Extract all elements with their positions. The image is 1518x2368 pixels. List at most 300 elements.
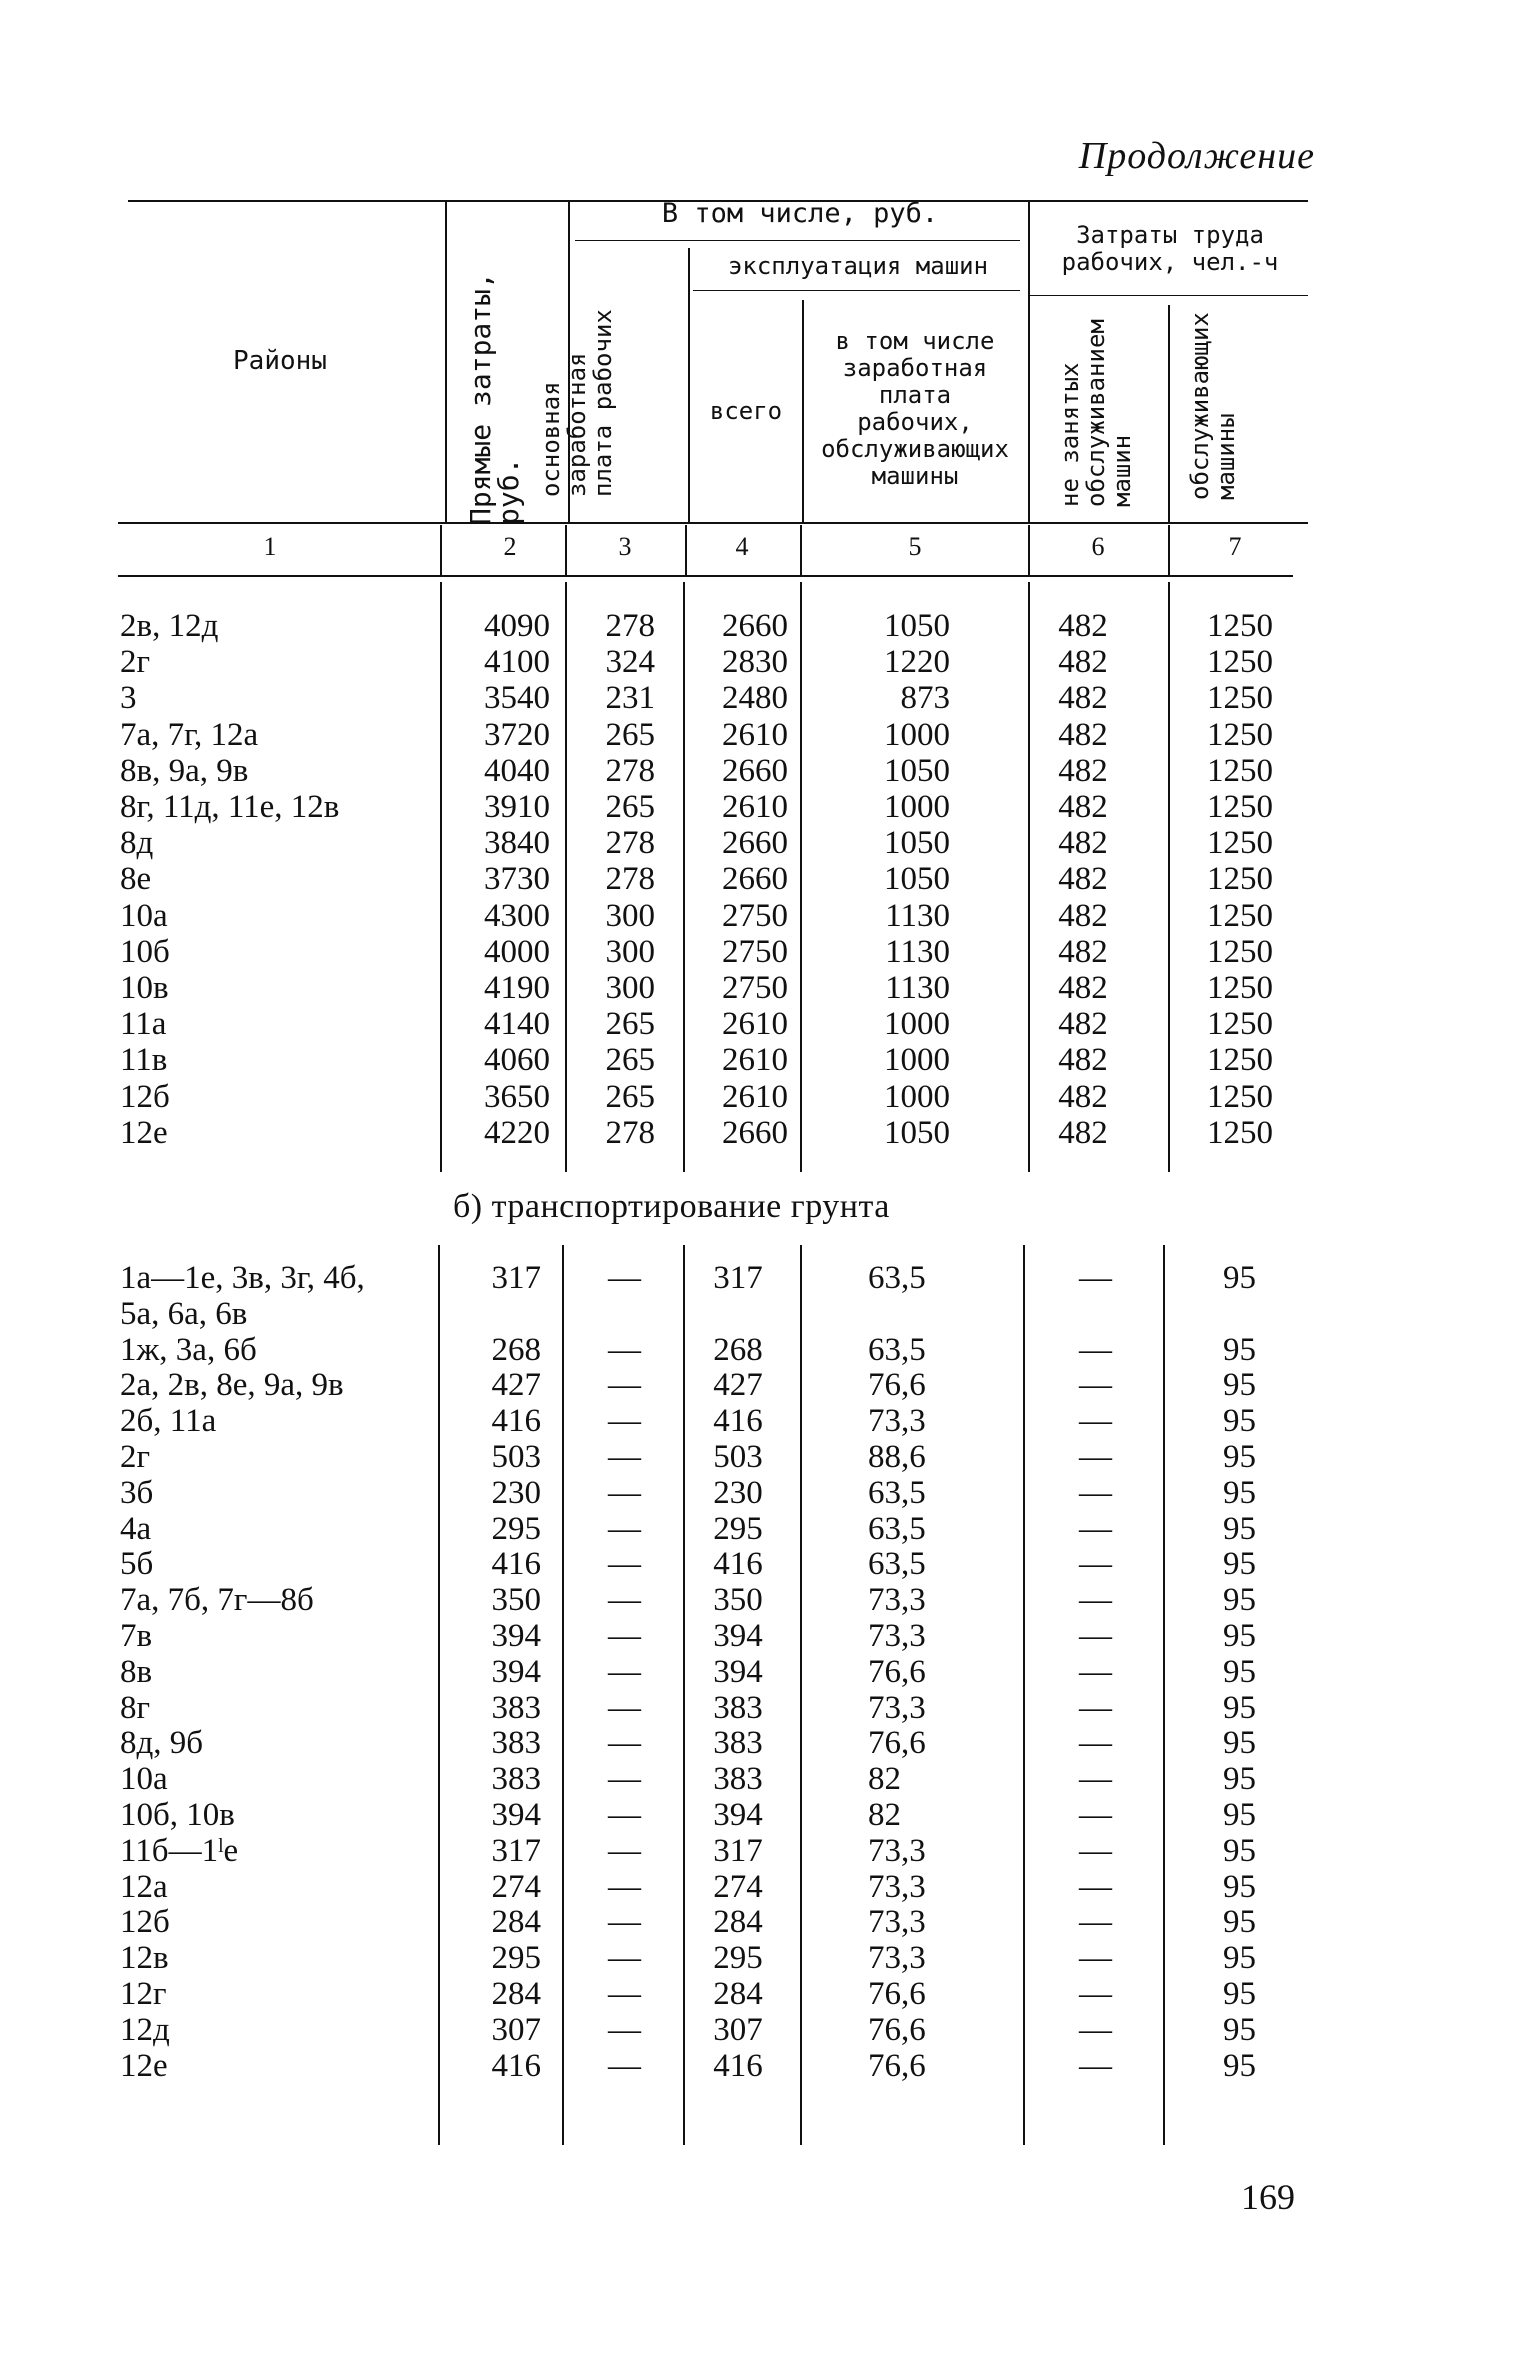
cell-col-6: 482 [1058, 752, 1108, 789]
header-vline-5 [802, 300, 804, 522]
cell-col-3: — [608, 1832, 641, 1869]
cell-col-3: 265 [605, 716, 655, 753]
cell-col-3: 278 [605, 861, 655, 898]
cell-col-2: 383 [491, 1725, 541, 1762]
cell-col-7: 95 [1223, 1367, 1256, 1404]
table-row [0, 1725, 1518, 1761]
cell-col-5: 73,3 [868, 1868, 926, 1905]
table-row [0, 1869, 1518, 1905]
cell-col-6: — [1079, 1868, 1112, 1905]
cell-col-2: 383 [491, 1689, 541, 1726]
cell-col-6: — [1079, 1689, 1112, 1726]
cell-col-1: 1ж, 3а, 6б [120, 1331, 257, 1368]
cell-col-4: 2610 [722, 1078, 788, 1115]
cell-col-4: 350 [713, 1582, 763, 1619]
cell-col-1: 5б [120, 1546, 154, 1583]
colnum-7: 7 [1228, 532, 1242, 561]
cell-col-1: 12д [120, 2011, 170, 2048]
cell-col-6: — [1079, 1725, 1112, 1762]
cell-col-1: 8д [120, 825, 154, 862]
header-group-machines: эксплуатация машин [727, 252, 989, 280]
cell-col-2: 4220 [484, 1114, 550, 1151]
cell-col-5: 1130 [885, 897, 950, 934]
table-row [0, 1690, 1518, 1726]
cell-col-5: 63,5 [868, 1546, 926, 1583]
cell-col-5: 1050 [884, 825, 950, 862]
cell-col-4: 394 [713, 1797, 763, 1833]
cell-col-4: 2660 [722, 825, 788, 862]
cell-col-1: 7в [120, 1618, 153, 1654]
cell-col-7: 1250 [1207, 716, 1273, 753]
cell-col-2: 317 [491, 1260, 541, 1296]
cell-col-5: 73,3 [868, 1832, 926, 1869]
cell-col-3: 278 [605, 825, 655, 862]
cell-col-7: 1250 [1207, 825, 1273, 862]
cell-col-3: 278 [605, 608, 655, 644]
header-col4-total: всего [709, 397, 783, 425]
header-col2-direct-costs: Прямые затраты, руб. [464, 272, 525, 525]
cell-col-4: 2660 [722, 608, 788, 644]
group-machines-rule [693, 290, 1020, 291]
cell-col-1: 8д, 9б [120, 1725, 204, 1762]
cell-col-5: 1000 [884, 1006, 950, 1043]
cell-col-3: — [608, 1510, 641, 1547]
num-vline-3 [565, 525, 567, 575]
table-row [0, 1115, 1518, 1151]
cell-col-7: 1250 [1207, 1114, 1273, 1151]
cell-col-2: 394 [491, 1653, 541, 1690]
cell-col-1: 12е [120, 1114, 168, 1151]
cell-col-3: — [608, 1761, 641, 1798]
table-row [0, 970, 1518, 1006]
table-row [0, 1006, 1518, 1042]
cell-col-5: 76,6 [868, 1367, 926, 1404]
cell-col-2: 274 [491, 1868, 541, 1905]
cell-col-3: — [608, 1653, 641, 1690]
cell-col-1: 8г [120, 1689, 151, 1726]
cell-col-2: 284 [491, 1904, 541, 1941]
cell-col-4: 416 [713, 1546, 763, 1583]
table-row [0, 1260, 1518, 1296]
cell-col-3: — [608, 1439, 641, 1475]
cell-col-5: 63,5 [868, 1331, 926, 1368]
cell-col-4: 2830 [722, 644, 788, 681]
page-number: 169 [1241, 2177, 1295, 2217]
cell-col-5: 1050 [884, 1114, 950, 1151]
cell-col-3: 278 [605, 752, 655, 789]
cell-col-2: 268 [491, 1331, 541, 1368]
cell-col-2: 394 [491, 1797, 541, 1833]
table-row [0, 1546, 1518, 1582]
cell-col-2: 3840 [484, 825, 550, 862]
table-row [0, 1296, 1518, 1332]
cell-col-2: 230 [491, 1474, 541, 1511]
cell-col-6: 482 [1058, 933, 1108, 970]
cell-col-4: 284 [713, 1904, 763, 1941]
cell-col-6: — [1079, 1546, 1112, 1583]
colnum-5: 5 [908, 532, 922, 561]
colnum-3: 3 [618, 532, 632, 561]
table-row [0, 1403, 1518, 1439]
cell-col-2: 295 [491, 1510, 541, 1547]
cell-col-6: 482 [1058, 680, 1108, 717]
cell-col-5: 63,5 [868, 1510, 926, 1547]
cell-col-6: — [1079, 1618, 1112, 1654]
cell-col-7: 1250 [1207, 752, 1273, 789]
cell-col-7: 95 [1223, 1725, 1256, 1762]
cell-col-5: 1050 [884, 861, 950, 898]
cell-col-6: — [1079, 1940, 1112, 1977]
cell-col-5: 82 [868, 1797, 901, 1833]
header-vline-2 [445, 200, 447, 522]
cell-col-6: 482 [1058, 789, 1108, 825]
table-row [0, 1582, 1518, 1618]
header-group-incl: В том числе, руб. [661, 198, 939, 229]
cell-col-6: — [1079, 1653, 1112, 1690]
cell-col-5: 1130 [885, 933, 950, 970]
cell-col-2: 416 [491, 1403, 541, 1440]
cell-col-6: 482 [1058, 644, 1108, 681]
table-row [0, 1079, 1518, 1115]
cell-col-6: — [1079, 1474, 1112, 1511]
cell-col-3: — [608, 2047, 641, 2084]
num-vline-5 [800, 525, 802, 575]
cell-col-7: 95 [1223, 1940, 1256, 1977]
cell-col-2: 427 [491, 1367, 541, 1404]
table-row [0, 1761, 1518, 1797]
table-row [0, 825, 1518, 861]
cell-col-2: 4190 [484, 970, 550, 1006]
cell-col-7: 95 [1223, 1331, 1256, 1368]
cell-col-5: 1130 [885, 970, 950, 1006]
cell-col-3: — [608, 1725, 641, 1762]
cell-col-1: 12в [120, 1940, 169, 1977]
cell-col-4: 2610 [722, 1042, 788, 1079]
cell-col-3: 324 [605, 644, 655, 681]
cell-col-1: 10а [120, 897, 168, 934]
cell-col-2: 4060 [484, 1042, 550, 1079]
cell-col-2: 3650 [484, 1078, 550, 1115]
cell-col-1: 10б [120, 933, 170, 970]
cell-col-3: 265 [605, 1006, 655, 1043]
cell-col-4: 284 [713, 1976, 763, 2012]
cell-col-7: 95 [1223, 1474, 1256, 1511]
cell-col-7: 1250 [1207, 644, 1273, 681]
table-row [0, 861, 1518, 897]
cell-col-2: 394 [491, 1618, 541, 1654]
header-group-labor: Затраты труда рабочих, чел.-ч [1061, 221, 1279, 276]
header-col6-not-serving: не занятых обслуживанием машин [1056, 319, 1136, 507]
cell-col-7: 95 [1223, 2011, 1256, 2048]
table-row [0, 753, 1518, 789]
cell-col-4: 2750 [722, 970, 788, 1006]
cell-col-6: — [1079, 2011, 1112, 2048]
cell-col-5: 76,6 [868, 1976, 926, 2012]
cell-col-7: 1250 [1207, 1042, 1273, 1079]
header-vline-4 [688, 248, 690, 522]
cell-col-1: 1а—1е, 3в, 3г, 4б, [120, 1260, 365, 1296]
cell-col-5: 63,5 [868, 1474, 926, 1511]
colnum-bottom-rule [118, 575, 1293, 577]
cell-col-6: — [1079, 1260, 1112, 1296]
cell-col-6: — [1079, 1582, 1112, 1619]
cell-col-2: 503 [491, 1439, 541, 1475]
cell-col-6: 482 [1058, 608, 1108, 644]
cell-col-2: 295 [491, 1940, 541, 1977]
cell-col-6: 482 [1058, 1006, 1108, 1043]
cell-col-7: 95 [1223, 1510, 1256, 1547]
cell-col-3: — [608, 1976, 641, 2012]
cell-col-1: 12б [120, 1904, 170, 1941]
cell-col-3: 300 [605, 897, 655, 934]
cell-col-3: 265 [605, 1042, 655, 1079]
cell-col-7: 95 [1223, 1403, 1256, 1440]
num-vline-7 [1168, 525, 1170, 575]
header-vline-6 [1028, 200, 1030, 522]
table-row [0, 1511, 1518, 1547]
cell-col-5: 1050 [884, 752, 950, 789]
cell-col-3: — [608, 1868, 641, 1905]
cell-col-5: 88,6 [868, 1439, 926, 1475]
cell-col-5: 1050 [884, 608, 950, 644]
cell-col-2: 416 [491, 1546, 541, 1583]
cell-col-6: — [1079, 2047, 1112, 2084]
cell-col-1: 12е [120, 2047, 168, 2084]
cell-col-4: 2660 [722, 861, 788, 898]
table-row [0, 1976, 1518, 2012]
cell-col-4: 383 [713, 1761, 763, 1798]
table-row [0, 1475, 1518, 1511]
cell-col-3: 300 [605, 933, 655, 970]
cell-col-2: 4100 [484, 644, 550, 681]
cell-col-3: — [608, 1403, 641, 1440]
cell-col-7: 95 [1223, 1761, 1256, 1798]
cell-col-7: 95 [1223, 1832, 1256, 1869]
table-row [0, 1940, 1518, 1976]
cell-col-2: 3910 [484, 789, 550, 825]
cell-col-1: 12г [120, 1976, 167, 2012]
cell-col-5: 873 [900, 680, 950, 717]
cell-col-4: 2660 [722, 1114, 788, 1151]
cell-col-4: 2610 [722, 716, 788, 753]
num-vline-2 [440, 525, 442, 575]
cell-col-6: — [1079, 1761, 1112, 1798]
cell-col-7: 95 [1223, 1653, 1256, 1690]
cell-col-1: 8в, 9а, 9в [120, 752, 249, 789]
cell-col-7: 1250 [1207, 789, 1273, 825]
cell-col-7: 1250 [1207, 933, 1273, 970]
colnum-6: 6 [1091, 532, 1105, 561]
cell-col-3: — [608, 1689, 641, 1726]
cell-col-5: 82 [868, 1761, 901, 1798]
cell-col-3: — [608, 1260, 641, 1296]
num-vline-6 [1028, 525, 1030, 575]
colnum-1: 1 [263, 532, 277, 561]
cell-col-4: 2750 [722, 897, 788, 934]
cell-col-3: 231 [605, 680, 655, 717]
cell-col-3: — [608, 2011, 641, 2048]
table-row [0, 898, 1518, 934]
cell-col-7: 1250 [1207, 1078, 1273, 1115]
cell-col-3: — [608, 1797, 641, 1833]
cell-col-6: — [1079, 1797, 1112, 1833]
cell-col-5: 1000 [884, 789, 950, 825]
cell-col-1: 8г, 11д, 11е, 12в [120, 789, 340, 825]
cell-col-4: 503 [713, 1439, 763, 1475]
cell-col-3: — [608, 1582, 641, 1619]
cell-col-4: 2480 [722, 680, 788, 717]
cell-col-5: 73,3 [868, 1403, 926, 1440]
cell-col-5: 73,3 [868, 1689, 926, 1726]
cell-col-6: 482 [1058, 1042, 1108, 1079]
cell-col-2: 4000 [484, 933, 550, 970]
cell-col-5: 76,6 [868, 1653, 926, 1690]
cell-col-1: 3 [120, 680, 137, 717]
cell-col-1: 10в [120, 970, 169, 1006]
cell-col-1: 5а, 6а, 6в [120, 1295, 248, 1332]
cell-col-7: 95 [1223, 2047, 1256, 2084]
cell-col-3: — [608, 1904, 641, 1941]
colnum-4: 4 [735, 532, 749, 561]
cell-col-2: 3540 [484, 680, 550, 717]
cell-col-1: 7а, 7г, 12а [120, 716, 259, 753]
cell-col-2: 4090 [484, 608, 550, 644]
cell-col-3: 265 [605, 1078, 655, 1115]
cell-col-3: — [608, 1940, 641, 1977]
cell-col-7: 95 [1223, 1260, 1256, 1296]
cell-col-3: 278 [605, 1114, 655, 1151]
cell-col-1: 12а [120, 1868, 168, 1905]
cell-col-7: 95 [1223, 1797, 1256, 1833]
group-labor-rule [1030, 295, 1308, 296]
table-row [0, 680, 1518, 716]
cell-col-5: 73,3 [868, 1618, 926, 1654]
cell-col-3: — [608, 1618, 641, 1654]
table-row [0, 1332, 1518, 1368]
cell-col-4: 2610 [722, 789, 788, 825]
cell-col-6: — [1079, 1439, 1112, 1475]
cell-col-7: 95 [1223, 1546, 1256, 1583]
cell-col-2: 350 [491, 1582, 541, 1619]
cell-col-6: — [1079, 1331, 1112, 1368]
colnum-2: 2 [503, 532, 517, 561]
cell-col-4: 295 [713, 1940, 763, 1977]
table-row [0, 2012, 1518, 2048]
cell-col-7: 1250 [1207, 1006, 1273, 1043]
cell-col-6: 482 [1058, 716, 1108, 753]
cell-col-4: 427 [713, 1367, 763, 1404]
cell-col-1: 11а [120, 1006, 167, 1043]
cell-col-5: 1000 [884, 1042, 950, 1079]
cell-col-6: 482 [1058, 861, 1108, 898]
table-row [0, 1367, 1518, 1403]
cell-col-6: 482 [1058, 970, 1108, 1006]
cell-col-5: 1000 [884, 716, 950, 753]
cell-col-6: 482 [1058, 1078, 1108, 1115]
cell-col-4: 268 [713, 1331, 763, 1368]
cell-col-2: 4140 [484, 1006, 550, 1043]
table-row [0, 1904, 1518, 1940]
header-col1-districts: Районы [233, 346, 327, 376]
cell-col-5: 76,6 [868, 2047, 926, 2084]
cell-col-1: 11в [120, 1042, 168, 1079]
cell-col-5: 73,3 [868, 1940, 926, 1977]
cell-col-4: 295 [713, 1510, 763, 1547]
cell-col-1: 4а [120, 1510, 152, 1547]
cell-col-2: 3730 [484, 861, 550, 898]
table-row [0, 1439, 1518, 1475]
cell-col-1: 8е [120, 861, 152, 898]
cell-col-7: 95 [1223, 1439, 1256, 1475]
cell-col-1: 2г [120, 1439, 151, 1475]
cell-col-2: 317 [491, 1832, 541, 1869]
cell-col-4: 317 [713, 1832, 763, 1869]
cell-col-4: 317 [713, 1260, 763, 1296]
cell-col-5: 1220 [884, 644, 950, 681]
cell-col-4: 416 [713, 2047, 763, 2084]
cell-col-3: — [608, 1367, 641, 1404]
cell-col-7: 95 [1223, 1904, 1256, 1941]
cell-col-2: 284 [491, 1976, 541, 2012]
cell-col-4: 230 [713, 1474, 763, 1511]
cell-col-1: 2в, 12д [120, 608, 219, 644]
table-row [0, 1797, 1518, 1833]
cell-col-1: 10а [120, 1761, 168, 1798]
cell-col-5: 76,6 [868, 1725, 926, 1762]
cell-col-1: 2б, 11а [120, 1403, 217, 1440]
cell-col-7: 1250 [1207, 970, 1273, 1006]
table-row [0, 2048, 1518, 2084]
cell-col-2: 4300 [484, 897, 550, 934]
cell-col-4: 416 [713, 1403, 763, 1440]
cell-col-4: 2750 [722, 933, 788, 970]
table-row [0, 1618, 1518, 1654]
cell-col-6: — [1079, 1904, 1112, 1941]
cell-col-7: 1250 [1207, 608, 1273, 644]
cell-col-2: 383 [491, 1761, 541, 1798]
cell-col-7: 95 [1223, 1618, 1256, 1654]
cell-col-6: — [1079, 1510, 1112, 1547]
cell-col-5: 1000 [884, 1078, 950, 1115]
cell-col-7: 1250 [1207, 680, 1273, 717]
cell-col-3: 300 [605, 970, 655, 1006]
cell-col-7: 95 [1223, 1868, 1256, 1905]
cell-col-1: 12б [120, 1078, 170, 1115]
cell-col-1: 3б [120, 1474, 154, 1511]
cell-col-5: 73,3 [868, 1904, 926, 1941]
cell-col-7: 95 [1223, 1976, 1256, 2012]
cell-col-3: 265 [605, 789, 655, 825]
cell-col-7: 95 [1223, 1689, 1256, 1726]
cell-col-4: 383 [713, 1725, 763, 1762]
cell-col-4: 394 [713, 1653, 763, 1690]
cell-col-6: 482 [1058, 897, 1108, 934]
table-row [0, 1833, 1518, 1869]
cell-col-4: 383 [713, 1689, 763, 1726]
cell-col-1: 2г [120, 644, 151, 681]
cell-col-1: 7а, 7б, 7г—8б [120, 1582, 314, 1619]
cell-col-3: — [608, 1474, 641, 1511]
cell-col-5: 76,6 [868, 2011, 926, 2048]
cell-col-1: 8в [120, 1653, 153, 1690]
cell-col-6: — [1079, 1976, 1112, 2012]
cell-col-2: 3720 [484, 716, 550, 753]
cell-col-4: 307 [713, 2011, 763, 2048]
cell-col-2: 416 [491, 2047, 541, 2084]
table-row [0, 1042, 1518, 1078]
cell-col-5: 63,5 [868, 1260, 926, 1296]
cell-col-3: — [608, 1331, 641, 1368]
